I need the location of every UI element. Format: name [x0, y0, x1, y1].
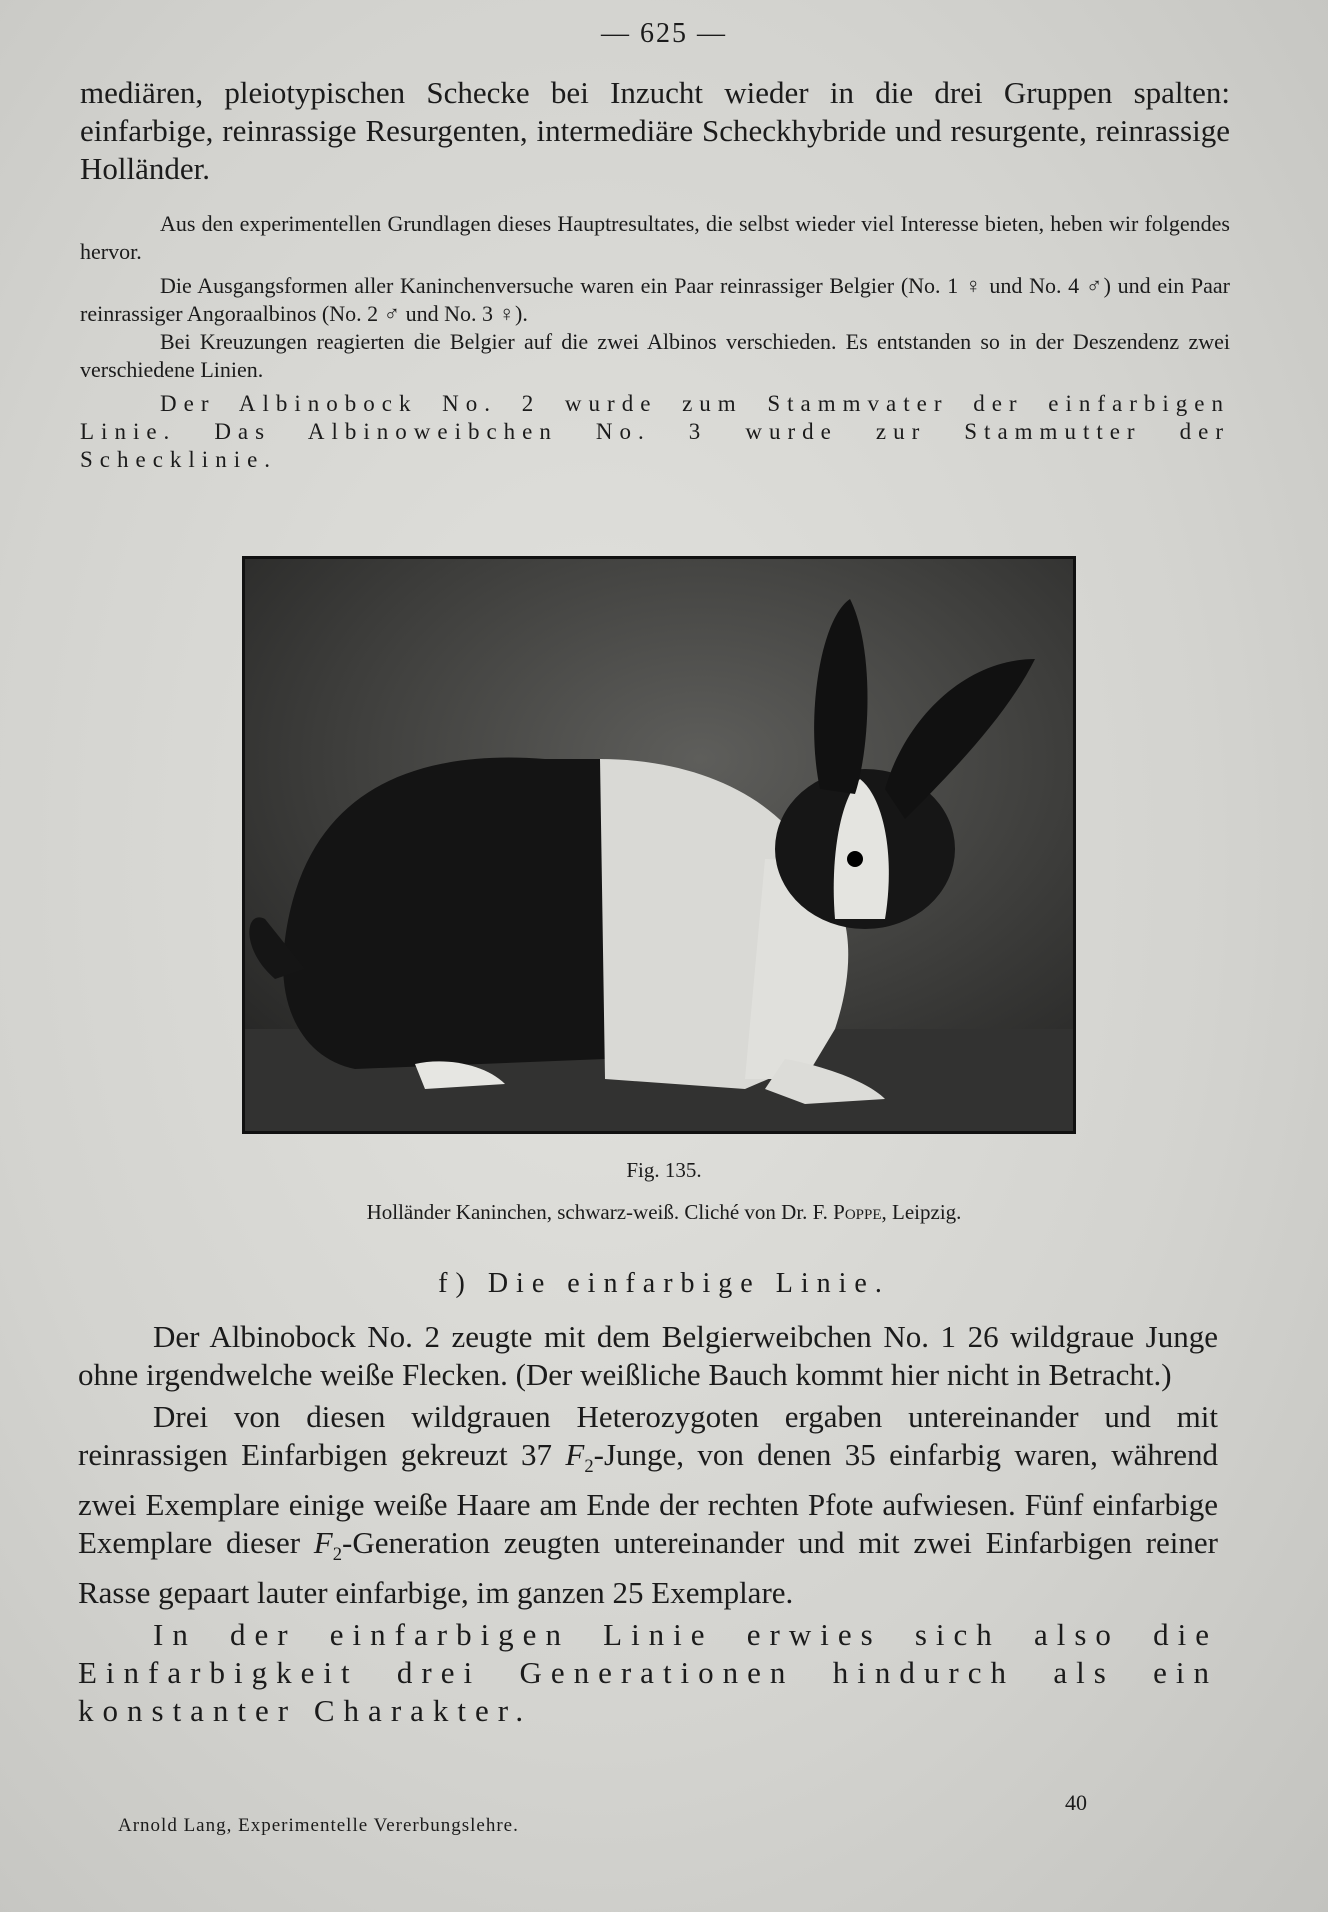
figure-caption-name: Poppe [833, 1200, 882, 1224]
small-paragraph-2: Die Ausgangsformen aller Kaninchenversuche waren ein Paar reinrassiger Belgier (No. 1 ♀ und No. 4 ♂) und ein Paar reinrassiger Angoraalbinos (No. 2 ♂ und No. 3 ♀). [80, 273, 1230, 326]
body-text [78, 1318, 1218, 1730]
small-paragraphs [80, 210, 1230, 474]
small-paragraph-3: Bei Kreuzungen reagierten die Belgier auf die zwei Albinos verschieden. Es entstanden so in der Deszendenz zwei verschiedene Linien. [80, 329, 1230, 382]
figure-label: Fig. 135. [626, 1158, 702, 1182]
small-paragraph-4: Der Albinobock No. 2 wurde zum Stammvater der einfarbigen Linie. Das Albinoweibchen No. 3 wurde zur Stammutter der Schecklinie. [80, 391, 1230, 472]
page-number: — 625 — [601, 18, 727, 49]
section-heading: f) Die einfarbige Linie. [438, 1268, 890, 1299]
body-paragraph-2: Drei von diesen wildgrauen Heterozygoten ergaben untereinander und mit reinrassigen Einfarbigen gekreuzt 37 $F_2$-Junge, von denen 35 einfarbig waren, während zwei Exemplare einige weiße Haare am Ende der rechten Pfote aufwiesen. Fünf einfarbige Exemplare dieser $F_2$-Generation zeugten untereinander und mit zwei Einfarbigen reiner Rasse gepaart lauter einfarbige, im ganzen 25 Exemplare. [78, 1399, 1218, 1611]
footer-text: Arnold Lang, Experimentelle Vererbungslehre. [118, 1815, 519, 1836]
small-paragraph-1: Aus den experimentellen Grundlagen dieses Hauptresultates, die selbst wieder viel Interesse bieten, heben wir folgendes hervor. [80, 211, 1230, 264]
figure-caption [0, 1200, 1328, 1225]
signature-number: 40 [1065, 1790, 1087, 1815]
body-paragraph-1: Der Albinobock No. 2 zeugte mit dem Belgierweibchen No. 1 26 wildgraue Junge ohne irgendwelche weiße Flecken. (Der weißliche Bauch kommt hier nicht in Betracht.) [78, 1319, 1218, 1392]
figure-caption-place: , Leipzig. [881, 1200, 962, 1224]
figure-caption-main: Holländer Kaninchen, schwarz-weiß. Cliché von Dr. F. [366, 1200, 828, 1224]
rabbit-photo-illustration [245, 559, 1073, 1131]
paragraph-top [80, 74, 1230, 188]
figure-photo-rabbit [242, 556, 1076, 1134]
body-paragraph-3: In der einfarbigen Linie erwies sich also die Einfarbigkeit drei Generationen hindurch als ein konstanter Charakter. [78, 1617, 1218, 1729]
paragraph-top-text: mediären, pleiotypischen Schecke bei Inzucht wieder in die drei Gruppen spalten: einfarbige, reinrassige Resurgenten, intermediäre Scheckhybride und resurgente, reinrassige Holländer. [80, 75, 1230, 186]
